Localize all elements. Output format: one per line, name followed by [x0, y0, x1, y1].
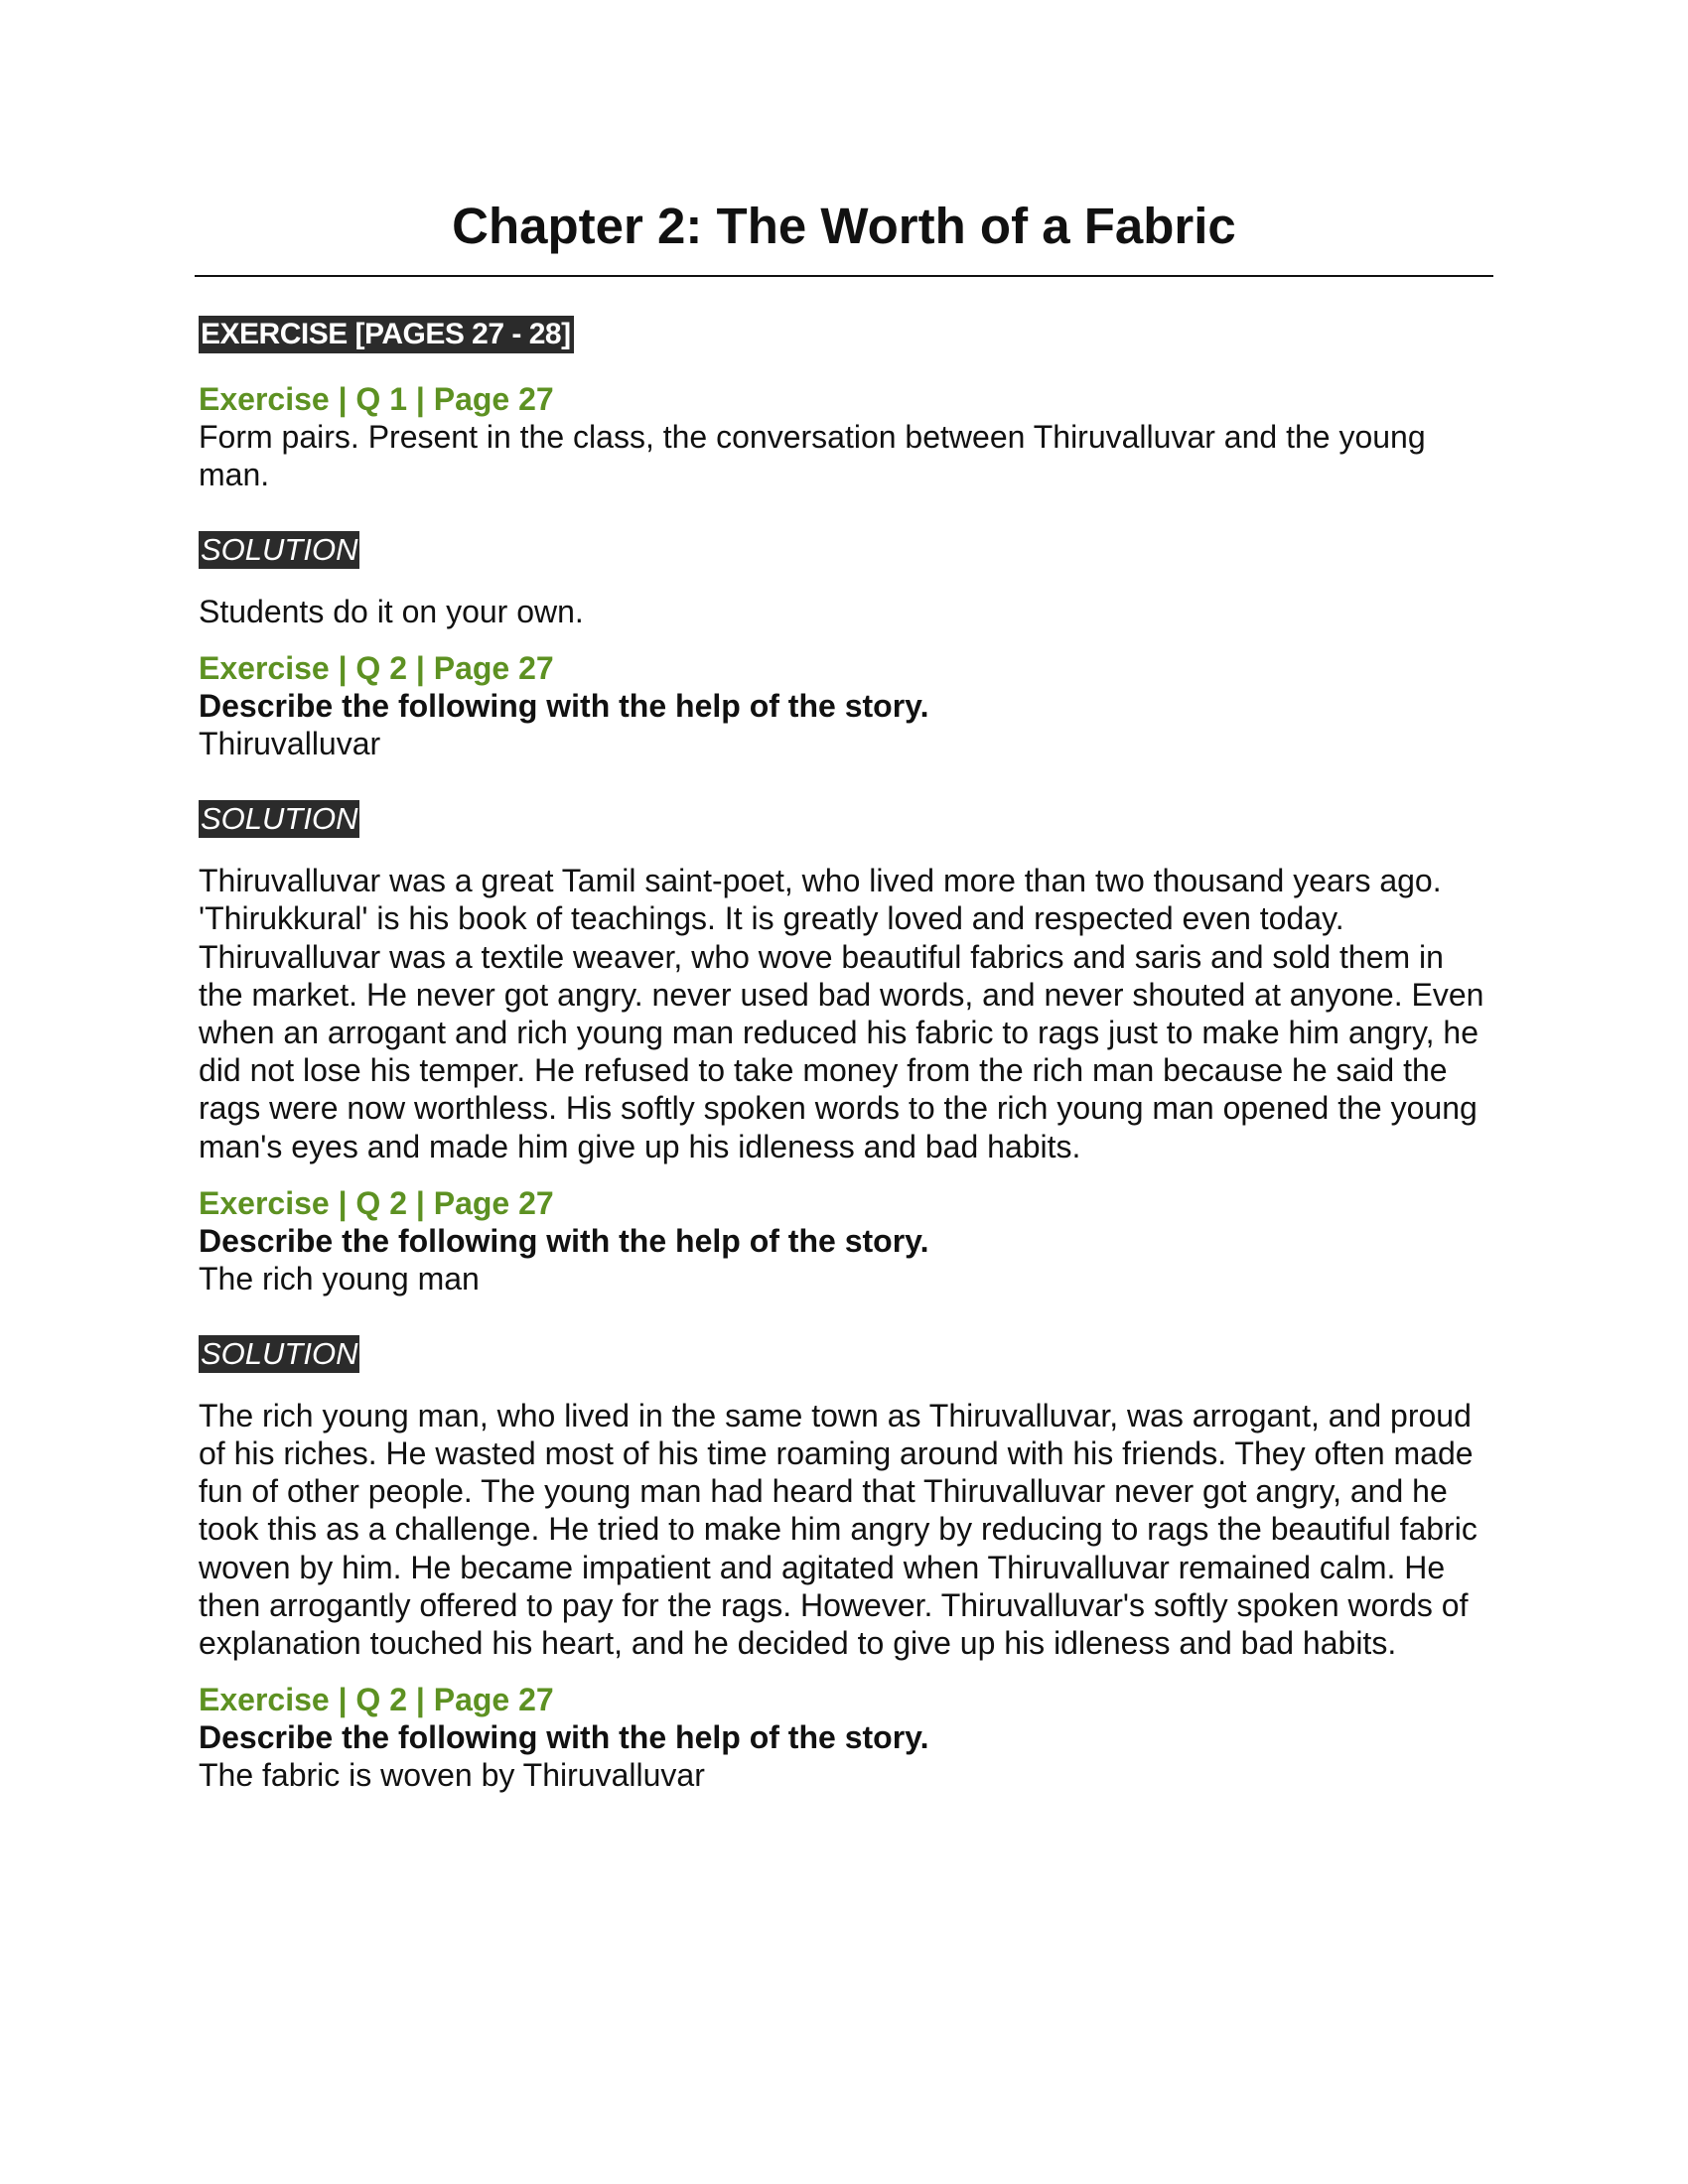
- question-label: Exercise | Q 1 | Page 27: [199, 381, 554, 417]
- question-prompt: Describe the following with the help of the story.: [199, 1222, 929, 1259]
- solution-text: Students do it on your own.: [199, 594, 584, 629]
- solution-header: [199, 800, 1489, 838]
- question-text: Thiruvalluvar: [199, 726, 381, 762]
- section-label: EXERCISE [PAGES 27 - 28]: [199, 316, 574, 353]
- solution-text: Thiruvalluvar was a great Tamil saint-poet, who lived more than two thousand years ago. 'Thirukkural' is his book of teachings. It is greatly loved and respected even today. Thiruvalluvar was a textile weaver, who wove beautiful fabrics and saris and sold them in the market. He never got angry. never used bad words, and never shouted at anyone. Even when an arrogant and rich young man reduced his fabric to rags just to make him angry, he did not lose his temper. He refused to take money from the rich man because he said the rags were now worthless. His softly spoken words to the rich young man opened the young man's eyes and made him give up his idleness and bad habits.: [199, 863, 1484, 1164]
- title-divider: [195, 275, 1493, 277]
- question-text: The rich young man: [199, 1260, 480, 1297]
- question-block-4: [199, 1681, 1489, 1794]
- question-text: The fabric is woven by Thiruvalluvar: [199, 1757, 705, 1794]
- solution-badge: SOLUTION: [201, 1335, 358, 1371]
- section-header: [199, 316, 1489, 356]
- question-label: Exercise | Q 2 | Page 27: [199, 1682, 554, 1718]
- solution-badge: SOLUTION: [201, 532, 358, 567]
- page-title: Chapter 2: The Worth of a Fabric: [452, 198, 1236, 254]
- solution-text: The rich young man, who lived in the same town as Thiruvalluvar, was arrogant, and proud of his riches. He wasted most of his time roaming around with his friends. They often made fun of other people. The young man had heard that Thiruvalluvar never got angry, and he took this as a challenge. He tried to make him angry by reducing to rags the beautiful fabric woven by him. He became impatient and agitated when Thiruvalluvar remained calm. He then arrogantly offered to pay for the rags. However. Thiruvalluvar's softly spoken words of explanation touched his heart, and he decided to give up his idleness and bad habits.: [199, 1397, 1477, 1662]
- question-label: Exercise | Q 2 | Page 27: [199, 650, 554, 687]
- question-block-2: [199, 649, 1489, 1165]
- solution-badge: SOLUTION: [201, 801, 358, 837]
- question-block-1: [199, 380, 1489, 630]
- question-label: Exercise | Q 2 | Page 27: [199, 1184, 554, 1221]
- solution-header: [199, 531, 1489, 569]
- question-prompt: Describe the following with the help of the story.: [199, 688, 929, 725]
- question-text: Form pairs. Present in the class, the conversation between Thiruvalluvar and the young man.: [199, 419, 1426, 492]
- question-block-3: [199, 1184, 1489, 1662]
- solution-header: [199, 1335, 1489, 1373]
- page-content: [199, 316, 1489, 1794]
- question-prompt: Describe the following with the help of the story.: [199, 1719, 929, 1756]
